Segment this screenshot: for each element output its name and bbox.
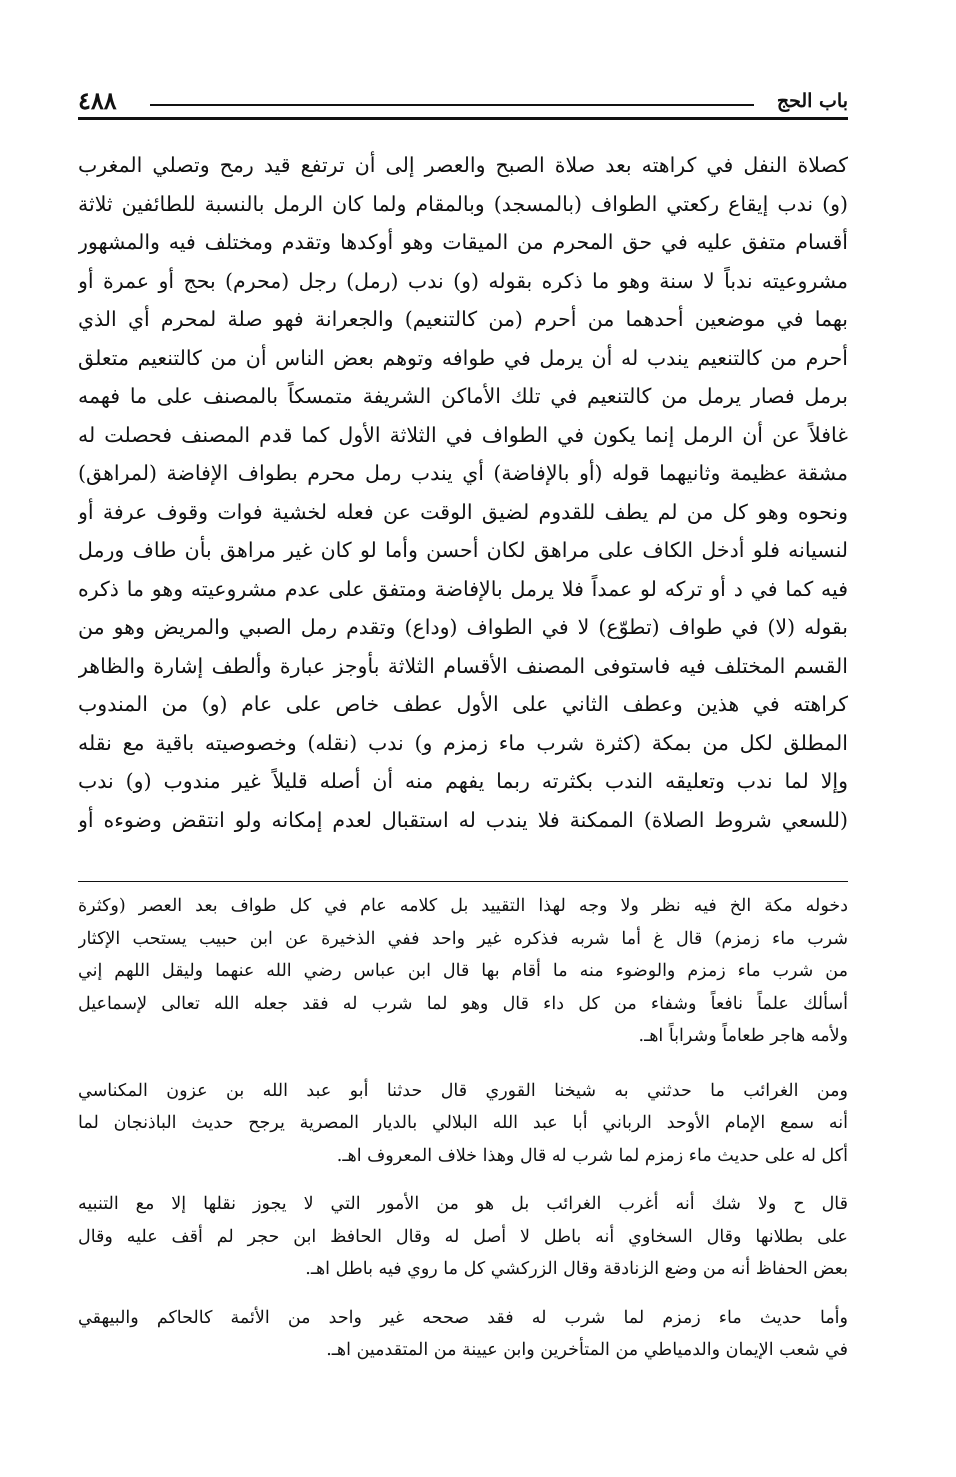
main-text-line: وإلا لما ندب وتعليقه الندب بكثرته ربما يفهم منه أن أصله قليلاً غير مندوب (و) ندب bbox=[78, 769, 848, 793]
main-text-line: (و) ندب إيقاع ركعتي الطواف (بالمسجد) وبالمقام ولما كان الرمل بالنسبة للطائفين ثلاثة bbox=[78, 191, 848, 216]
footnote-line: على بطلانها وقال السخاوي أنه باطل لا أصل له وقال الحافظ ابن حجر لم أقف عليه وقال bbox=[78, 1226, 848, 1247]
main-text-line: بقوله (لا) في طواف (تطوّع) لا في الطواف (وداع) وتقدم رمل الصبي والمريض وهو من bbox=[78, 615, 848, 639]
main-text-line: المطلق لكل من بمكة (كثرة شرب ماء زمزم و) ندب (نقله) وخصوصيته باقية مع نقله bbox=[78, 730, 848, 755]
footnote-line: شرب ماء زمزم) قال غ أما شربه فذكره غير واحد ففي الذخيرة عن ابن حبيب يستحب الإكثار bbox=[78, 928, 848, 949]
main-text-line: فيه كما في د أو تركه لو عمداً فلا يرمل بالإفاضة ومتفق على عدم مشروعيته وهو ما ذكره bbox=[78, 576, 848, 601]
main-text-line: (للسعي شروط الصلاة) الممكنة فلا يندب له استقبال لعدم إمكانه ولو انتقض وضوءه أو bbox=[78, 807, 848, 832]
main-text-line: مشقة عظيمة وثانيهما قوله (أو بالإفاضة) أي يندب رمل محرم بطواف الإفاضة (لمراهق) bbox=[78, 461, 848, 485]
main-text-line: كصلاة النفل في كراهته بعد صلاة الصبح والعصر إلى أن ترتفع قيد رمح وتصلي المغرب bbox=[78, 153, 848, 177]
header-rule-thin bbox=[150, 104, 754, 106]
footnote-line: ومن الغرائب ما حدثني به شيخنا القوري قال حدثنا أبو عبد الله بن عزون المكناسي bbox=[78, 1080, 848, 1101]
main-text-line: أقسام متفق عليه في حق المحرم من الميقات وهو أوكدها وتقدم ومختلف فيه والمشهور bbox=[78, 230, 848, 254]
footnote-line: أسألك علماً نافعاً وشفاء من كل داء قال وهو لما شرب له فقد جعله الله تعالى لإسماعيل bbox=[78, 993, 848, 1014]
footnote-line: بعض الحفاظ أنه من وضع الزنادقة وقال الزركشي كل ما روي فيه باطل اهـ. bbox=[305, 1259, 848, 1279]
main-text-line: ونحوه وهو كل من لم يطف للقدوم لضيق الوقت عن فعله لخشية فوات وقوف عرفة أو bbox=[78, 499, 848, 524]
footnote-paragraph bbox=[78, 1075, 848, 1173]
header-rule-thick bbox=[78, 117, 848, 120]
main-text-line: مشروعيته ندباً لا سنة وهو ما ذكره بقوله (و) ندب (رمل) رجل (محرم) بحج أو عمرة أو bbox=[78, 268, 848, 293]
main-text-line: غافلاً عن أن الرمل إنما يكون في الطواف في الثلاثة الأول كما قدم المصنف فحصلت له bbox=[78, 422, 848, 447]
main-text-block bbox=[78, 146, 848, 839]
footnote-line: أنه سمع الإمام الأوحد الرباني أبا عبد الله البلالي بالديار المصرية يرجح حديث الباذنجان لما bbox=[78, 1113, 848, 1133]
footnotes-block bbox=[78, 890, 848, 1383]
main-text-line: لنسيانه فلو أدخل الكاف على مراهق لكان أحسن وأما لو كان غير مراهق بأن طاف ورمل bbox=[78, 538, 848, 562]
footnote-paragraph bbox=[78, 890, 848, 1053]
main-text-line: برمل فصار يرمل من كالتنعيم في تلك الأماكن الشريفة متمسكاً بالمصنف على ما فهمه bbox=[78, 384, 848, 408]
page-number: ٤٨٨ bbox=[78, 86, 117, 115]
footnote-line: قال ح ولا شك أنه أغرب الغرائب بل هو من الأمور التي لا يجوز نقلها إلا مع التنبيه bbox=[78, 1194, 848, 1214]
footnote-line: من شرب ماء زمزم والوضوء منه ما أقام بها قال ابن عباس رضي الله عنهما وليقل اللهم إني bbox=[78, 961, 848, 981]
footnote-paragraph bbox=[78, 1302, 848, 1367]
page-header bbox=[78, 86, 848, 122]
footnote-line: في شعب الإيمان والدمياطي من المتأخرين وابن عيينة من المتقدمين اهـ. bbox=[326, 1340, 848, 1360]
chapter-title: باب الحج bbox=[776, 90, 848, 112]
footnote-paragraph bbox=[78, 1188, 848, 1286]
footnote-line: دخوله مكة الخ فيه نظر ولا وجه لهذا التقييد بل كلامه عام في كل طواف بعد العصر (وكثرة bbox=[78, 896, 848, 916]
footnote-line: وأما حديث ماء زمزم لما شرب له فقد صححه غير واحد من الأئمة كالحاكم والبيهقي bbox=[78, 1307, 848, 1328]
main-text-line: القسم المختلف فيه فاستوفى المصنف الأقسام الثلاثة بأوجز عبارة وألطف إشارة والظاهر bbox=[78, 653, 848, 678]
main-text-line: بهما في موضعين أحدهما من أحرم (من كالتنعيم) والجعرانة فهو صلة لمحرم أي الذي bbox=[78, 307, 848, 331]
footnote-line: أكل له على حديث ماء زمزم لما شرب له قال وهذا خلاف المعروف اهـ. bbox=[336, 1145, 848, 1166]
main-text-line: كراهته في هذين وعطف الثاني على الأول عطف خاص على عام (و) من المندوب bbox=[78, 692, 848, 716]
footnote-line: ولأمه هاجر طعاماً وشراباً اهـ. bbox=[638, 1026, 848, 1046]
footnote-separator bbox=[78, 881, 848, 882]
main-text-line: أحرم من كالتنعيم يندب له أن يرمل في طوافه وتوهم بعض الناس أن من كالتنعيم متعلق bbox=[78, 345, 848, 370]
